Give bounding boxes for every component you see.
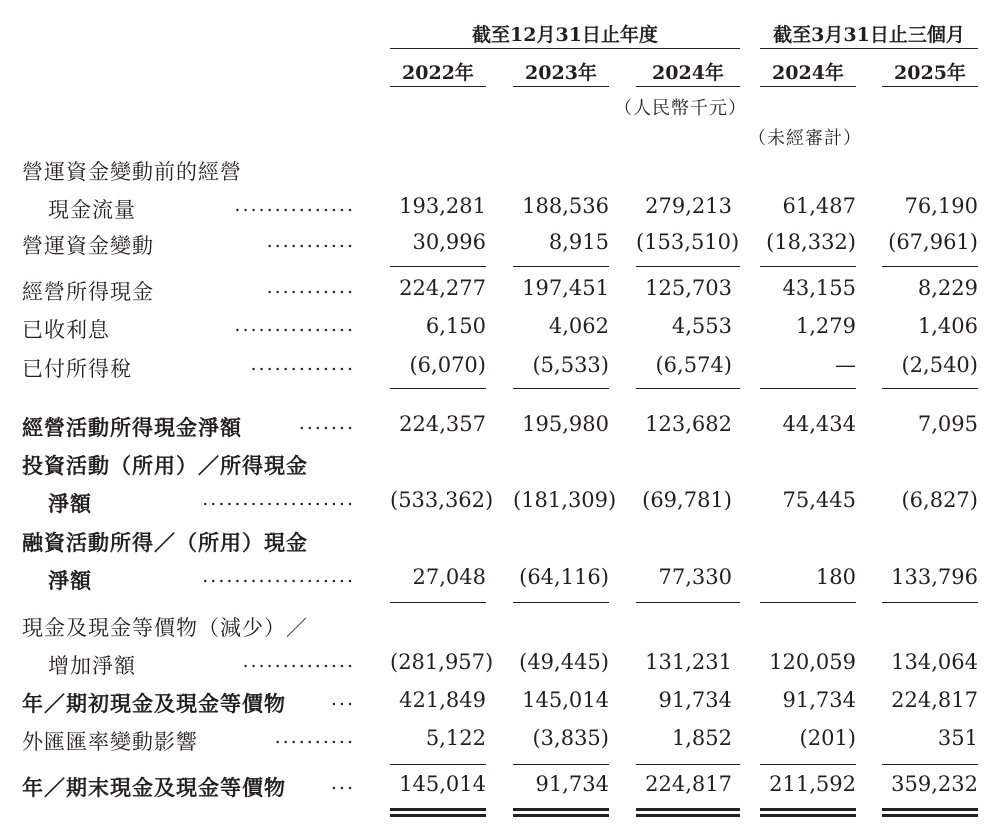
- value-2022: 27,048: [412, 565, 486, 589]
- value-2024-q1: 1,279: [795, 314, 856, 338]
- dot-leader: ...............: [234, 314, 355, 336]
- subtotal-rule-2024-q1: [760, 266, 856, 267]
- value-2024: 77,330: [658, 565, 732, 589]
- row-label: 經營活動所得現金淨額: [22, 415, 242, 440]
- total-double-rule-2024-q1: [760, 808, 856, 817]
- table-row: [0, 194, 1000, 228]
- value-2023: 195,980: [522, 412, 609, 436]
- value-2023: 8,915: [548, 230, 609, 254]
- row-label: 外匯匯率變動影響: [22, 730, 198, 754]
- value-2024-q1: 75,445: [782, 488, 856, 512]
- value-2024: 1,852: [671, 726, 732, 750]
- subtotal-rule-2024-q1: [760, 764, 856, 765]
- dot-leader: ...................: [202, 565, 355, 587]
- value-2022: 224,277: [399, 276, 486, 300]
- subtotal-rule-2025-q1: [882, 602, 978, 603]
- subtotal-rule-2022: [390, 266, 486, 267]
- value-2024: 125,703: [645, 276, 732, 300]
- value-2023: 188,536: [522, 194, 609, 218]
- dot-leader: ...............: [234, 194, 355, 216]
- year-rule-2024-q1: [760, 86, 856, 87]
- quarter-group-rule: [760, 48, 978, 49]
- value-2023: 91,734: [535, 772, 609, 796]
- value-2025-q1: 7,095: [917, 412, 978, 436]
- table-row: [0, 276, 1000, 310]
- subtotal-rule-2022: [390, 764, 486, 765]
- subtotal-rule-2025-q1: [882, 764, 978, 765]
- value-2022: (533,362): [390, 488, 494, 512]
- row-label: 增加淨額: [48, 654, 136, 678]
- value-2024: 123,682: [645, 412, 732, 436]
- value-2023: (64,116): [519, 565, 609, 589]
- row-label: 經營所得現金: [22, 280, 154, 304]
- row-label: 已付所得稅: [22, 357, 132, 381]
- dot-leader: ...........: [266, 276, 355, 298]
- value-2024: 4,553: [671, 314, 732, 338]
- table-row: [0, 688, 1000, 722]
- value-2024: (6,574): [655, 353, 732, 377]
- value-2024-q1: 61,487: [782, 194, 856, 218]
- subtotal-rule-2023: [513, 764, 609, 765]
- subtotal-rule-2024: [636, 388, 740, 389]
- year-rule-2023: [513, 86, 609, 87]
- dot-leader: ...........: [266, 230, 355, 252]
- value-2025-q1: 351: [937, 726, 978, 750]
- subtotal-rule-2024: [636, 602, 740, 603]
- table-row: [0, 156, 1000, 190]
- subtotal-rule-2022: [390, 602, 486, 603]
- dot-leader: ..........: [274, 726, 355, 748]
- value-2022: 6,150: [425, 314, 486, 338]
- currency-unit-note: （人民幣千元）: [614, 98, 747, 119]
- value-2022: 421,849: [399, 688, 486, 712]
- row-label: 現金及現金等價物（減少）／: [22, 616, 308, 640]
- subtotal-rule-2023: [513, 266, 609, 267]
- row-label: 現金流量: [48, 198, 136, 222]
- year-header-2024: 2024年: [652, 62, 724, 84]
- dot-leader: ...: [330, 772, 355, 794]
- row-label: 營運資金變動前的經營: [22, 160, 242, 184]
- table-row: [0, 412, 1000, 446]
- year-rule-2022: [390, 86, 486, 87]
- table-row: [0, 565, 1000, 599]
- value-2024: (69,781): [642, 488, 732, 512]
- subtotal-rule-2022: [390, 388, 486, 389]
- dot-leader: ..............: [242, 650, 355, 672]
- subtotal-rule-2023: [513, 388, 609, 389]
- row-label: 淨額: [48, 491, 92, 516]
- unaudited-note: （未經審計）: [748, 128, 862, 149]
- value-2023: (5,533): [532, 353, 609, 377]
- year-rule-2024: [636, 86, 740, 87]
- year-header-2024-q1: 2024年: [772, 62, 844, 84]
- value-2022: (6,070): [409, 353, 486, 377]
- row-label: 年／期初現金及現金等價物: [22, 691, 286, 716]
- value-2025-q1: 134,064: [891, 650, 978, 674]
- value-2023: 197,451: [522, 276, 609, 300]
- row-label: 年／期末現金及現金等價物: [22, 775, 286, 800]
- value-2024-q1: —: [835, 353, 856, 377]
- value-2024-q1: 211,592: [769, 772, 856, 796]
- value-2024: 91,734: [658, 688, 732, 712]
- value-2025-q1: 8,229: [917, 276, 978, 300]
- value-2025-q1: (67,961): [888, 230, 978, 254]
- total-double-rule-2024: [636, 808, 740, 817]
- value-2024-q1: 43,155: [782, 276, 856, 300]
- value-2022: 5,122: [425, 726, 486, 750]
- subtotal-rule-2023: [513, 602, 609, 603]
- value-2025-q1: 359,232: [891, 772, 978, 796]
- table-row: [0, 230, 1000, 264]
- value-2025-q1: 1,406: [917, 314, 978, 338]
- value-2022: 193,281: [399, 194, 486, 218]
- row-label: 投資活動（所用）／所得現金: [22, 453, 308, 478]
- total-double-rule-2023: [513, 808, 609, 817]
- value-2024-q1: (201): [799, 726, 856, 750]
- table-row: [0, 314, 1000, 348]
- quarter-group-header: 截至3月31日止三個月: [773, 24, 965, 46]
- dot-leader: ...: [330, 688, 355, 710]
- subtotal-rule-2024: [636, 266, 740, 267]
- subtotal-rule-2025-q1: [882, 388, 978, 389]
- row-label: 營運資金變動: [22, 234, 154, 258]
- table-row: [0, 726, 1000, 760]
- value-2025-q1: 224,817: [891, 688, 978, 712]
- subtotal-rule-2024-q1: [760, 602, 856, 603]
- value-2025-q1: 133,796: [891, 565, 978, 589]
- value-2025-q1: (2,540): [901, 353, 978, 377]
- value-2023: 145,014: [522, 688, 609, 712]
- value-2024: (153,510): [636, 230, 740, 254]
- value-2024-q1: 120,059: [769, 650, 856, 674]
- value-2022: 145,014: [399, 772, 486, 796]
- value-2024-q1: (18,332): [766, 230, 856, 254]
- value-2022: 30,996: [412, 230, 486, 254]
- year-header-2022: 2022年: [402, 62, 474, 84]
- row-label: 淨額: [48, 568, 92, 593]
- row-label: 已收利息: [22, 318, 110, 342]
- table-row: [0, 650, 1000, 684]
- table-row: [0, 488, 1000, 522]
- annual-group-header: 截至12月31日止年度: [472, 24, 658, 46]
- value-2023: 4,062: [548, 314, 609, 338]
- value-2022: 224,357: [399, 412, 486, 436]
- value-2025-q1: (6,827): [901, 488, 978, 512]
- table-row: [0, 612, 1000, 646]
- subtotal-rule-2024-q1: [760, 388, 856, 389]
- subtotal-rule-2025-q1: [882, 266, 978, 267]
- table-row: [0, 353, 1000, 387]
- row-label: 融資活動所得／（所用）現金: [22, 530, 308, 555]
- year-header-2025-q1: 2025年: [894, 62, 966, 84]
- value-2024: 224,817: [645, 772, 732, 796]
- table-row: [0, 772, 1000, 806]
- value-2023: (181,309): [513, 488, 617, 512]
- annual-group-rule: [390, 48, 740, 49]
- dot-leader: .............: [250, 353, 355, 375]
- table-row: [0, 450, 1000, 484]
- value-2024-q1: 91,734: [782, 688, 856, 712]
- year-rule-2025-q1: [882, 86, 978, 87]
- value-2023: (49,445): [519, 650, 609, 674]
- value-2024: 131,231: [645, 650, 732, 674]
- value-2024-q1: 180: [815, 565, 856, 589]
- table-row: [0, 527, 1000, 561]
- year-header-2023: 2023年: [525, 62, 597, 84]
- total-double-rule-2022: [390, 808, 486, 817]
- subtotal-rule-2024: [636, 764, 740, 765]
- dot-leader: ...................: [202, 488, 355, 510]
- value-2024: 279,213: [645, 194, 732, 218]
- value-2024-q1: 44,434: [782, 412, 856, 436]
- value-2022: (281,957): [390, 650, 494, 674]
- dot-leader: .......: [298, 412, 355, 434]
- total-double-rule-2025-q1: [882, 808, 978, 817]
- value-2025-q1: 76,190: [904, 194, 978, 218]
- value-2023: (3,835): [532, 726, 609, 750]
